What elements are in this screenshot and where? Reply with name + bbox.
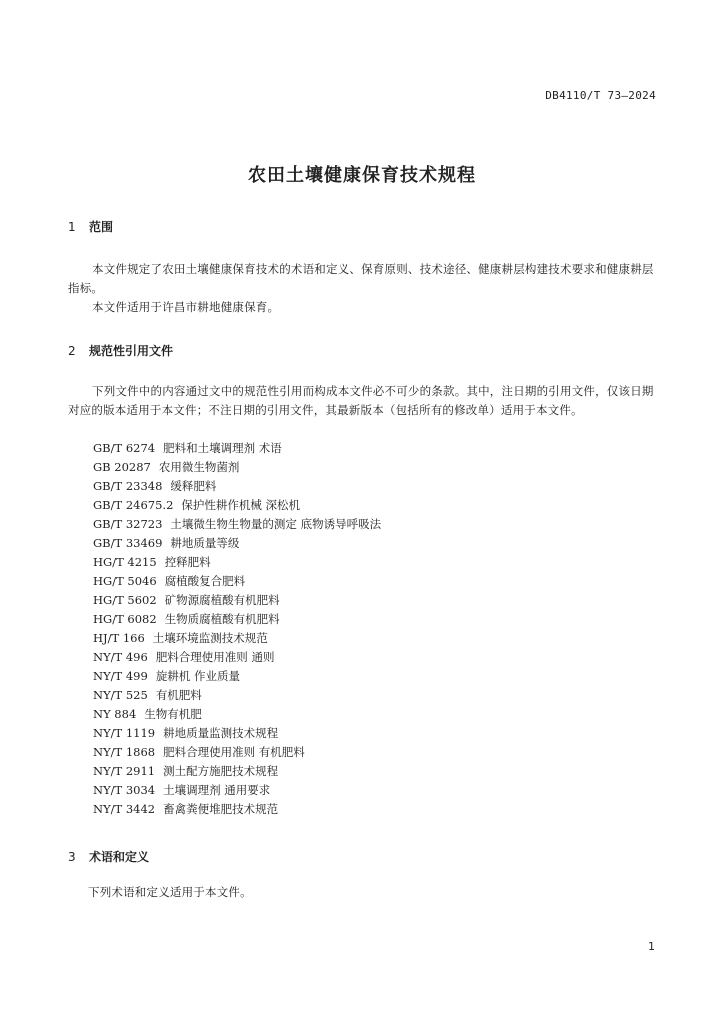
section-number: 3 <box>68 850 76 864</box>
reference-name: 矿物源腐植酸有机肥料 <box>164 593 280 607</box>
reference-code: HG/T 6082 <box>93 612 157 626</box>
reference-code: GB/T 33469 <box>93 536 163 550</box>
reference-item <box>93 762 381 781</box>
reference-code: NY 884 <box>93 707 137 721</box>
section-number: 1 <box>68 220 76 234</box>
reference-item <box>93 667 381 686</box>
paragraph: 下列术语和定义适用于本文件。 <box>88 885 252 899</box>
reference-item <box>93 439 381 458</box>
reference-code: GB/T 24675.2 <box>93 498 174 512</box>
paragraph: 本文件规定了农田土壤健康保育技术的术语和定义、保育原则、技术途径、健康耕层构建技术要求和健康耕层指标。 <box>68 262 654 295</box>
reference-code: GB/T 32723 <box>93 517 163 531</box>
reference-code: GB/T 6274 <box>93 441 156 455</box>
reference-item <box>93 515 381 534</box>
reference-name: 控释肥料 <box>164 555 211 569</box>
paragraph: 下列文件中的内容通过文中的规范性引用而构成本文件必不可少的条款。其中，注日期的引用文件，仅该日期对应的版本适用于本文件；不注日期的引用文件，其最新版本（包括所有的修改单）适用于本文件。 <box>68 384 654 417</box>
paragraph: 本文件适用于许昌市耕地健康保育。 <box>92 300 280 314</box>
section-heading-scope <box>68 218 113 235</box>
reference-name: 土壤调理剂 通用要求 <box>163 783 271 797</box>
section-heading-terms-and-definitions <box>68 848 149 865</box>
reference-item <box>93 591 381 610</box>
reference-item <box>93 743 381 762</box>
reference-name: 腐植酸复合肥料 <box>164 574 246 588</box>
reference-item <box>93 686 381 705</box>
reference-code: HG/T 4215 <box>93 555 157 569</box>
reference-item <box>93 648 381 667</box>
reference-name: 肥料和土壤调理剂 术语 <box>163 441 282 455</box>
section-heading-normative-references <box>68 342 173 359</box>
reference-name: 保护性耕作机械 深松机 <box>181 498 301 512</box>
reference-name: 土壤微生物生物量的测定 底物诱导呼吸法 <box>170 517 382 531</box>
reference-item <box>93 705 381 724</box>
section-title: 规范性引用文件 <box>89 344 174 358</box>
reference-name: 农用微生物菌剂 <box>158 460 240 474</box>
document-id: DB4110/T 73—2024 <box>545 89 656 102</box>
section-title: 范围 <box>89 220 114 234</box>
reference-code: NY/T 1868 <box>93 745 156 759</box>
reference-code: HG/T 5046 <box>93 574 157 588</box>
reference-name: 测土配方施肥技术规程 <box>163 764 279 778</box>
reference-code: NY/T 3442 <box>93 802 156 816</box>
reference-item <box>93 572 381 591</box>
reference-name: 耕地质量等级 <box>170 536 240 550</box>
reference-name: 有机肥料 <box>155 688 202 702</box>
reference-code: HJ/T 166 <box>93 631 145 645</box>
reference-code: GB 20287 <box>93 460 151 474</box>
reference-name: 肥料合理使用准则 通则 <box>155 650 275 664</box>
section-title: 术语和定义 <box>89 850 150 864</box>
reference-item <box>93 781 381 800</box>
reference-code: NY/T 2911 <box>93 764 156 778</box>
page-number: 1 <box>648 940 655 953</box>
reference-name: 旋耕机 作业质量 <box>155 669 240 683</box>
page-title: 农田土壤健康保育技术规程 <box>248 165 476 186</box>
reference-item <box>93 534 381 553</box>
reference-name: 土壤环境监测技术规范 <box>152 631 268 645</box>
reference-name: 生物有机肥 <box>144 707 202 721</box>
reference-item <box>93 496 381 515</box>
reference-name: 生物质腐植酸有机肥料 <box>164 612 280 626</box>
reference-code: NY/T 525 <box>93 688 148 702</box>
reference-item <box>93 629 381 648</box>
reference-code: NY/T 499 <box>93 669 148 683</box>
reference-name: 肥料合理使用准则 有机肥料 <box>163 745 305 759</box>
reference-item <box>93 553 381 572</box>
reference-name: 耕地质量监测技术规程 <box>163 726 279 740</box>
reference-item <box>93 477 381 496</box>
reference-item <box>93 458 381 477</box>
reference-code: NY/T 496 <box>93 650 148 664</box>
reference-code: GB/T 23348 <box>93 479 163 493</box>
reference-name: 畜禽粪便堆肥技术规范 <box>163 802 279 816</box>
reference-list <box>93 439 381 819</box>
reference-item <box>93 610 381 629</box>
reference-item <box>93 724 381 743</box>
reference-name: 缓释肥料 <box>170 479 217 493</box>
section-number: 2 <box>68 344 76 358</box>
reference-item <box>93 800 381 819</box>
reference-code: HG/T 5602 <box>93 593 157 607</box>
reference-code: NY/T 3034 <box>93 783 156 797</box>
reference-code: NY/T 1119 <box>93 726 156 740</box>
